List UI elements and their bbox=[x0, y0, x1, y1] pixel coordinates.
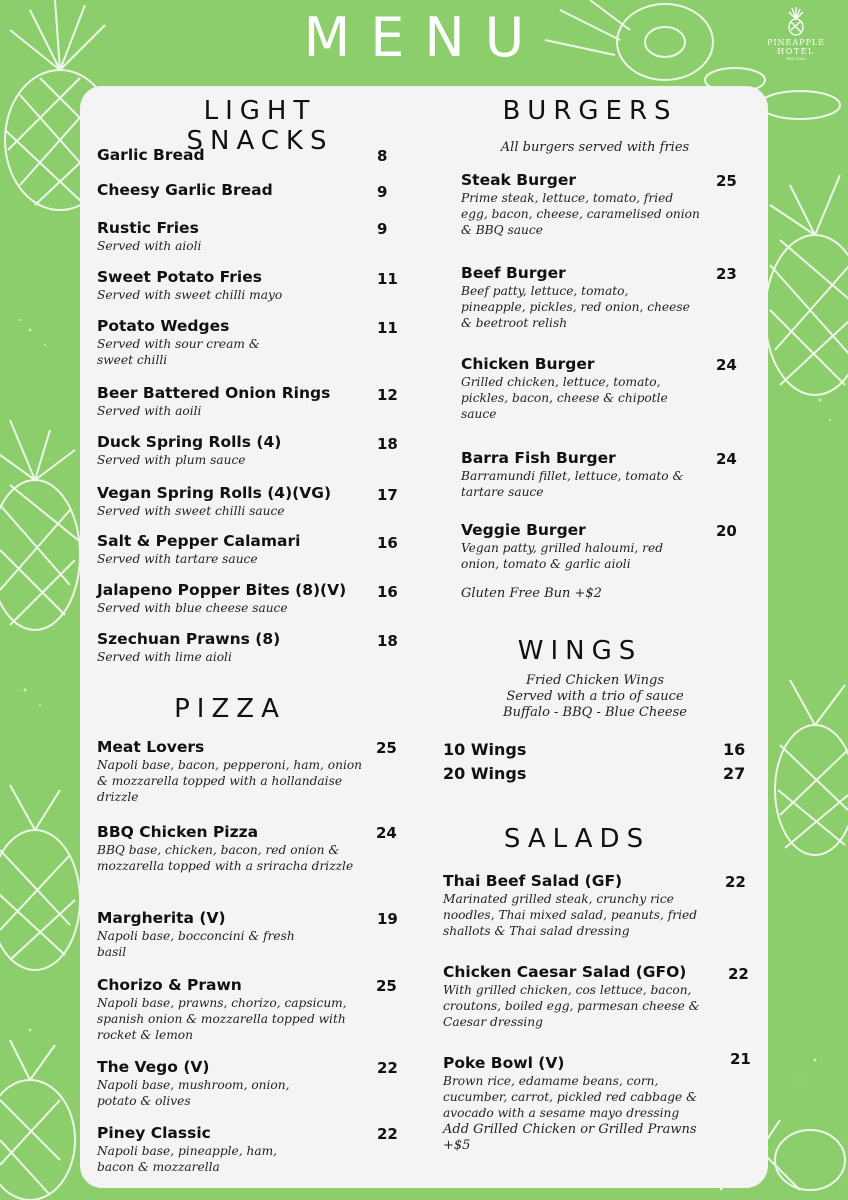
menu-item: Potato Wedges Served with sour cream & sweet chilli bbox=[97, 317, 260, 367]
wings-line3: Buffalo - BBQ - Blue Cheese bbox=[503, 705, 687, 720]
menu-item: Veggie Burger Vegan patty, grilled haloumi, red onion, tomato & garlic aioli bbox=[461, 521, 664, 571]
logo-name-line2: HOTEL bbox=[777, 47, 815, 56]
pineapple-logo-icon bbox=[783, 6, 809, 36]
pizza-heading: PIZZA bbox=[174, 694, 286, 724]
item-price: 20 bbox=[716, 522, 737, 540]
menu-item: Barra Fish Burger Barramundi fillet, lettuce, tomato & tartare sauce bbox=[461, 449, 684, 499]
item-price: 25 bbox=[376, 977, 397, 995]
logo-sub: EST 2020 bbox=[786, 56, 806, 61]
menu-item: Salt & Pepper Calamari Served with tartare sauce bbox=[97, 532, 301, 566]
item-price: 25 bbox=[376, 739, 397, 757]
pineapple-left-lower-icon bbox=[0, 785, 80, 970]
wings-row-price: 16 bbox=[723, 740, 746, 759]
wings-row-name: 20 Wings bbox=[443, 764, 527, 783]
hotel-logo bbox=[764, 6, 828, 61]
menu-item: Jalapeno Popper Bites (8)(V) Served with blue cheese sauce bbox=[97, 581, 347, 615]
wings-line2: Served with a trio of sauce bbox=[506, 689, 684, 704]
menu-item: Szechuan Prawns (8) Served with lime aioli bbox=[97, 630, 281, 664]
menu-item: Margherita (V) Napoli base, bocconcini & fresh basil bbox=[97, 909, 295, 959]
item-price: 18 bbox=[377, 632, 398, 650]
logo-name-line1: PINEAPPLE bbox=[766, 38, 826, 47]
wings-row-price: 27 bbox=[723, 764, 746, 783]
item-price: 23 bbox=[716, 265, 737, 283]
menu-item: Meat Lovers Napoli base, bacon, pepperoni, ham, onion & mozzarella topped with a hollandaise drizzle bbox=[97, 738, 363, 804]
burgers-heading: BURGERS bbox=[502, 96, 678, 126]
light-snacks-heading: LIGHT SNACKS bbox=[186, 96, 334, 156]
pineapple-bottom-left-icon bbox=[0, 1040, 75, 1200]
item-price: 18 bbox=[377, 435, 398, 453]
burgers-subtitle: All burgers served with fries bbox=[500, 140, 690, 155]
pineapple-left-middle-icon bbox=[0, 420, 80, 630]
menu-item: Garlic Bread bbox=[97, 146, 205, 164]
item-price: 8 bbox=[377, 147, 388, 165]
pineapple-right-lower-icon bbox=[775, 680, 848, 855]
menu-item: Duck Spring Rolls (4) Served with plum sauce bbox=[97, 433, 282, 467]
pineapple-right-middle-icon bbox=[765, 175, 848, 395]
menu-item: Steak Burger Prime steak, lettuce, tomato, fried egg, bacon, cheese, caramelised onion & BBQ sauce bbox=[461, 171, 700, 237]
item-price: 22 bbox=[377, 1059, 398, 1077]
salads-heading: SALADS bbox=[503, 824, 651, 854]
item-price: 9 bbox=[377, 183, 388, 201]
wings-row-name: 10 Wings bbox=[443, 740, 527, 759]
menu-item: Beef Burger Beef patty, lettuce, tomato, pineapple, pickles, red onion, cheese & beetroot relish bbox=[461, 264, 690, 330]
item-price: 11 bbox=[377, 270, 398, 288]
menu-item: Beer Battered Onion Rings Served with aoili bbox=[97, 384, 331, 418]
menu-item: Thai Beef Salad (GF) Marinated grilled steak, crunchy rice noodles, Thai mixed salad, peanuts, fried shallots & Thai salad dressing bbox=[443, 872, 698, 938]
salad-addon-note: Add Grilled Chicken or Grilled Prawns +$5 bbox=[443, 1122, 697, 1153]
menu-item: The Vego (V) Napoli base, mushroom, onion, potato & olives bbox=[97, 1058, 290, 1108]
item-price: 24 bbox=[376, 824, 397, 842]
menu-item: Poke Bowl (V) Brown rice, edamame beans, corn, cucumber, carrot, pickled red cabbage & avocado with a sesame mayo dressing bbox=[443, 1054, 697, 1120]
item-price: 22 bbox=[728, 965, 749, 983]
item-price: 22 bbox=[725, 873, 746, 891]
menu-item: Chicken Burger Grilled chicken, lettuce, tomato, pickles, bacon, cheese & chipotle sauce bbox=[461, 355, 668, 421]
item-price: 9 bbox=[377, 220, 388, 238]
menu-item: Cheesy Garlic Bread bbox=[97, 181, 273, 199]
item-price: 22 bbox=[377, 1125, 398, 1143]
gluten-free-note: Gluten Free Bun +$2 bbox=[461, 586, 602, 601]
item-price: 21 bbox=[730, 1050, 751, 1068]
item-price: 17 bbox=[377, 486, 398, 504]
menu-item: BBQ Chicken Pizza BBQ base, chicken, bacon, red onion & mozzarella topped with a sriracha drizzle bbox=[97, 823, 354, 873]
menu-item: Rustic Fries Served with aioli bbox=[97, 219, 202, 253]
item-price: 16 bbox=[377, 534, 398, 552]
menu-item: Chicken Caesar Salad (GFO) With grilled chicken, cos lettuce, bacon, croutons, boiled egg, parmesan cheese & Caesar dressing bbox=[443, 963, 700, 1029]
menu-title: MENU bbox=[303, 6, 545, 69]
menu-item: Sweet Potato Fries Served with sweet chilli mayo bbox=[97, 268, 283, 302]
item-price: 25 bbox=[716, 172, 737, 190]
item-price: 12 bbox=[377, 386, 398, 404]
item-price: 11 bbox=[377, 319, 398, 337]
item-price: 24 bbox=[716, 356, 737, 374]
item-price: 16 bbox=[377, 583, 398, 601]
wings-heading: WINGS bbox=[517, 636, 643, 666]
menu-item: Vegan Spring Rolls (4)(VG) Served with sweet chilli sauce bbox=[97, 484, 332, 518]
menu-item: Piney Classic Napoli base, pineapple, ham, bacon & mozzarella bbox=[97, 1124, 278, 1174]
menu-item: Chorizo & Prawn Napoli base, prawns, chorizo, capsicum, spanish onion & mozzarella topped with rocket & lemon bbox=[97, 976, 347, 1042]
wings-line1: Fried Chicken Wings bbox=[525, 673, 665, 688]
item-price: 24 bbox=[716, 450, 737, 468]
item-price: 19 bbox=[377, 910, 398, 928]
